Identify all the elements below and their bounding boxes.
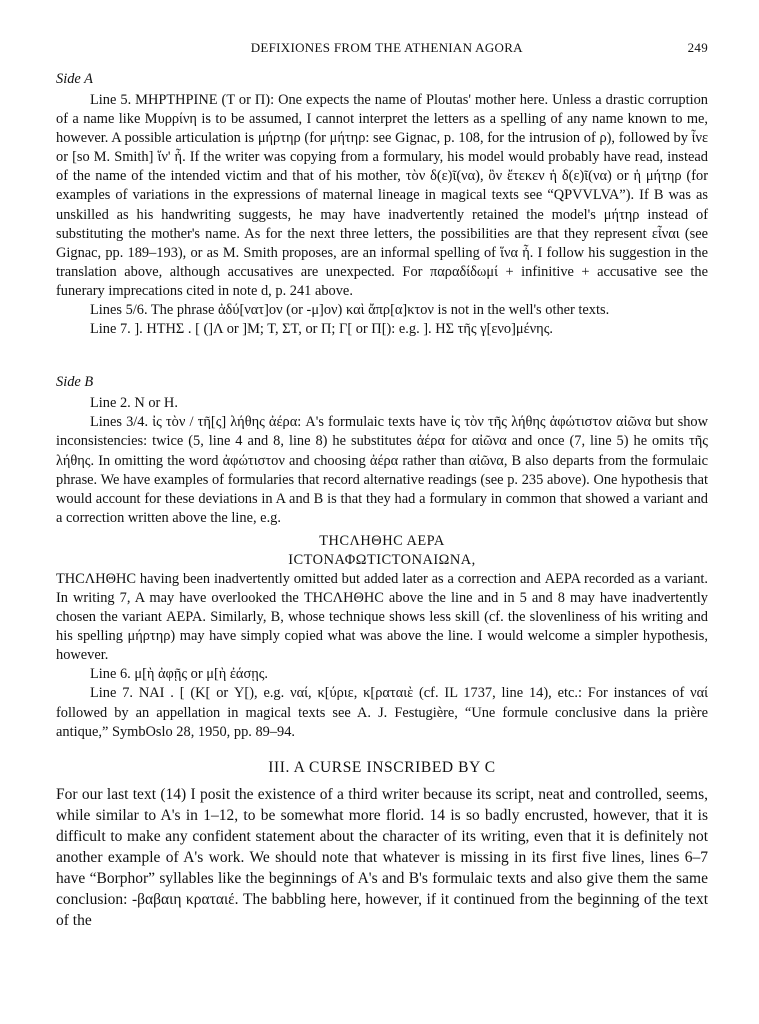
running-head <box>56 40 708 62</box>
section-paragraph: For our last text (14) I posit the existence of a third writer because its script, neat and controlled, seems, while similar to A's in 1–12, to be somewhat more florid. 14 is so badly encrusted, however, that it is difficult to make any confident statement about the character of its writing, even that it is definitely not another example of A's work. We should note that whatever is missing in its first five lines, lines 6–7 have “Borphor” syllables like the beginnings of A's and B's formulaic texts and also give them the same conclusion: -βαβαιη κραταιέ. The babbling here, however, if it continued from the beginning of the text of the <box>56 785 708 929</box>
side-b-note-line-2: Line 2. Ν or Η. <box>90 395 178 412</box>
side-b-section <box>56 373 708 742</box>
formulary-line-correction: ΤΗϹΛΗΘΗϹ ΑΕΡΑ <box>319 532 445 549</box>
side-a-label: Side A <box>56 71 93 87</box>
side-b-continuation: ΤΗϹΛΗΘΗϹ having been inadvertently omitted but added later as a correction and ΑΕΡΑ recorded as a variant. In writing 7, A may have overlooked the ΤΗϹΛΗΘΗϹ above the line and in 5 and 8 may have inadvertently chosen the variant ΑΕΡΑ. Similarly, B, whose technique shows less skill (cf. the slovenliness of his writing and his spelling μήρτηρ) may have simply copied what was above the line. I would welcome a simpler hypothesis, however. <box>56 570 708 664</box>
side-b-note-lines-3-4: Lines 3/4. ἰς τὸν / τῆ[ς] λήθης ἀέρα: A's formulaic texts have ἰς τὸν τῆς λήθης ἀφώτιστον αἰῶνα but show inconsistencies: twice (5, line 4 and 8, line 8) he substitutes ἀέρα for αἰῶνα and once (7, line 5) he omits τῆς λήθης. In omitting the word ἀφώτιστον and choosing ἀέρα rather than αἰῶνα, B also departs from the formulaic phrase. We have examples of formularies that record alternative readings (see p. 235 above). One hypothesis that would account for these deviations in A and B is that they had a formulary in common that showed a variant and a correction written above the line, e.g. <box>56 414 708 526</box>
side-a-note-lines-5-6: Lines 5/6. The phrase ἀδύ[νατ]ον (or -μ]ον) καὶ ἄπρ[α]κτον is not in the well's other texts. <box>90 302 610 319</box>
running-title: DEFIXIONES FROM THE ATHENIAN AGORA <box>250 40 523 55</box>
side-b-note-line-7: Line 7. ΝΑΙ . [ (Κ[ or Υ[), e.g. ναί, κ[ύριε, κ[ραταιὲ (cf. IL 1737, line 14), etc.: For instances of ναί followed by an appellation in magical texts see A. J. Festugière, “Une formule conclusive dans la prière antique,” SymbOslo 28, 1950, pp. 89–94. <box>56 685 708 740</box>
side-b-note-line-6: Line 6. μ[ὴ ἀφῇς or μ[ὴ ἐάσῃς. <box>90 666 269 683</box>
section-heading: III. A CURSE INSCRIBED BY C <box>268 758 496 776</box>
side-b-label: Side B <box>56 374 94 391</box>
page-number: 249 <box>687 40 708 55</box>
side-a-section <box>56 70 708 339</box>
formulary-line-text: ΙϹΤΟΝΑΦΩΤΙϹΤΟΝΑΙΩΝΑ, <box>288 551 476 568</box>
side-a-note-line-5: Line 5. ΜΗΡΤΗΡΙΝΕ (Τ or Π): One expects the name of Ploutas' mother here. Unless a drastic corruption of a name like Μυρρίνη is to be assumed, I cannot interpret the letters as a spelling of any name known to me, however. A possible articulation is μήρτηρ (for μήτηρ: see Gignac, p. 108, for the intrusion of ρ), followed by ἶνε or [so M. Smith] ἵν' ἦ. If the writer was copying from a formulary, his model would probably have read, instead of the name of the intended victim and that of his mother, τὸν δ(ε)ῖ(να), ὃν ἔτεκεν ἡ δ(ε)ῖ(να) or ἡ μήτηρ (for examples of variations in the expressions of maternal lineage in magical texts see “QPVVLVA”). If B was as unskilled as his handwriting suggests, he may have inadvertently retained the model's μήτηρ instead of substituting the mother's name. As for the next three letters, the possibilities are that they represent εἶναι (see Gignac, pp. 189–193), or as M. Smith proposes, are an informal spelling of ἵνα ἦ. I follow his suggestion in the translation above, although accusatives are unexpected. For παραδίδωμί + infinitive + accusative see the funerary imprecations cited in note d, p. 241 above. <box>56 92 708 299</box>
side-a-note-line-7: Line 7. ]. ΗΤΗΣ . [ (]Λ or ]Μ; Τ, ΣΤ, or Π; Γ[ or Π[): e.g. ]. ΗΣ τῆς γ[ενο]μένης. <box>90 321 553 338</box>
page <box>56 40 708 931</box>
